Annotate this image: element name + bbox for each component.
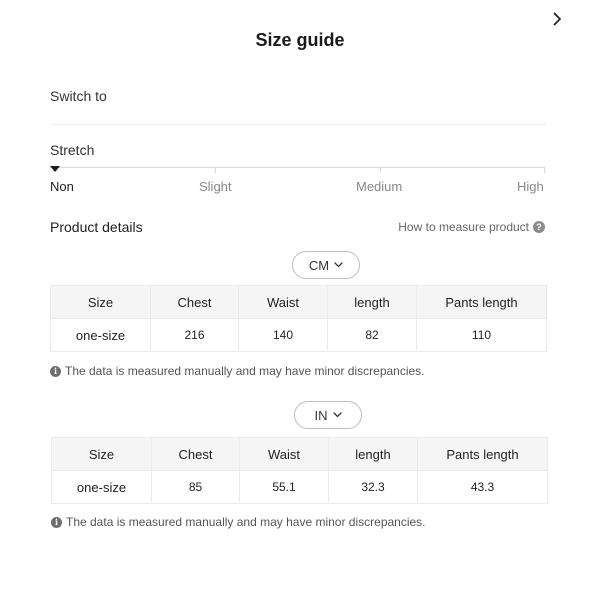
column-header: Waist	[239, 286, 328, 319]
product-details-row	[50, 218, 545, 236]
stretch-tick	[215, 167, 216, 173]
column-header: Waist	[240, 438, 329, 471]
stretch-level-medium: Medium	[356, 179, 403, 194]
chevron-down-icon	[334, 262, 343, 268]
stretch-tick	[380, 167, 381, 173]
column-header: Pants length	[418, 438, 548, 471]
unit-select-label: IN	[314, 407, 328, 423]
how-to-measure-label[interactable]: How to measure product	[398, 220, 529, 234]
size-table-in	[51, 437, 548, 504]
column-header: Chest	[152, 438, 240, 471]
chevron-right-icon[interactable]	[549, 10, 565, 28]
table-row	[51, 319, 547, 352]
table-cell: 140	[239, 319, 328, 352]
table-header-row	[51, 286, 547, 319]
table-cell: 32.3	[329, 471, 418, 504]
table-cell: 82	[328, 319, 417, 352]
chevron-down-icon	[333, 412, 342, 418]
measurement-note-text: The data is measured manually and may have minor discrepancies.	[65, 364, 425, 378]
column-header: Chest	[151, 286, 239, 319]
stretch-track	[50, 167, 545, 168]
column-header: Size	[51, 286, 151, 319]
switch-to-label[interactable]: Switch to	[50, 88, 107, 104]
unit-select-in[interactable]	[294, 401, 362, 429]
measurement-note-text: The data is measured manually and may have minor discrepancies.	[66, 515, 426, 529]
table-cell: 55.1	[240, 471, 329, 504]
stretch-title: Stretch	[50, 142, 95, 158]
table-header-row	[52, 438, 548, 471]
unit-select-label: CM	[308, 257, 330, 273]
table-cell: 43.3	[418, 471, 548, 504]
how-to-measure-link[interactable]	[398, 220, 545, 234]
column-header: length	[328, 286, 417, 319]
stretch-tick	[544, 167, 545, 173]
column-header: Size	[52, 438, 152, 471]
stretch-scale	[50, 163, 546, 199]
column-header: Pants length	[417, 286, 547, 319]
measurement-note	[50, 364, 425, 378]
column-header: length	[329, 438, 418, 471]
table-row	[52, 471, 548, 504]
question-circle-icon[interactable]: ?	[533, 221, 545, 233]
table-cell: one-size	[52, 471, 152, 504]
stretch-level-high: High	[517, 179, 544, 194]
stretch-level-non: Non	[50, 179, 74, 194]
unit-select-cm[interactable]	[292, 251, 360, 279]
table-cell: 85	[152, 471, 240, 504]
stretch-marker-icon	[50, 166, 60, 172]
table-cell: one-size	[51, 319, 151, 352]
info-circle-icon: i	[50, 366, 61, 377]
page-title: Size guide	[255, 30, 345, 50]
switch-to-row[interactable]	[50, 88, 546, 125]
size-table-cm	[50, 285, 547, 352]
table-cell: 216	[151, 319, 239, 352]
table-cell: 110	[417, 319, 547, 352]
info-circle-icon: i	[51, 517, 62, 528]
product-details-title: Product details	[50, 219, 143, 235]
measurement-note	[51, 515, 426, 529]
stretch-level-slight: Slight	[199, 179, 232, 194]
